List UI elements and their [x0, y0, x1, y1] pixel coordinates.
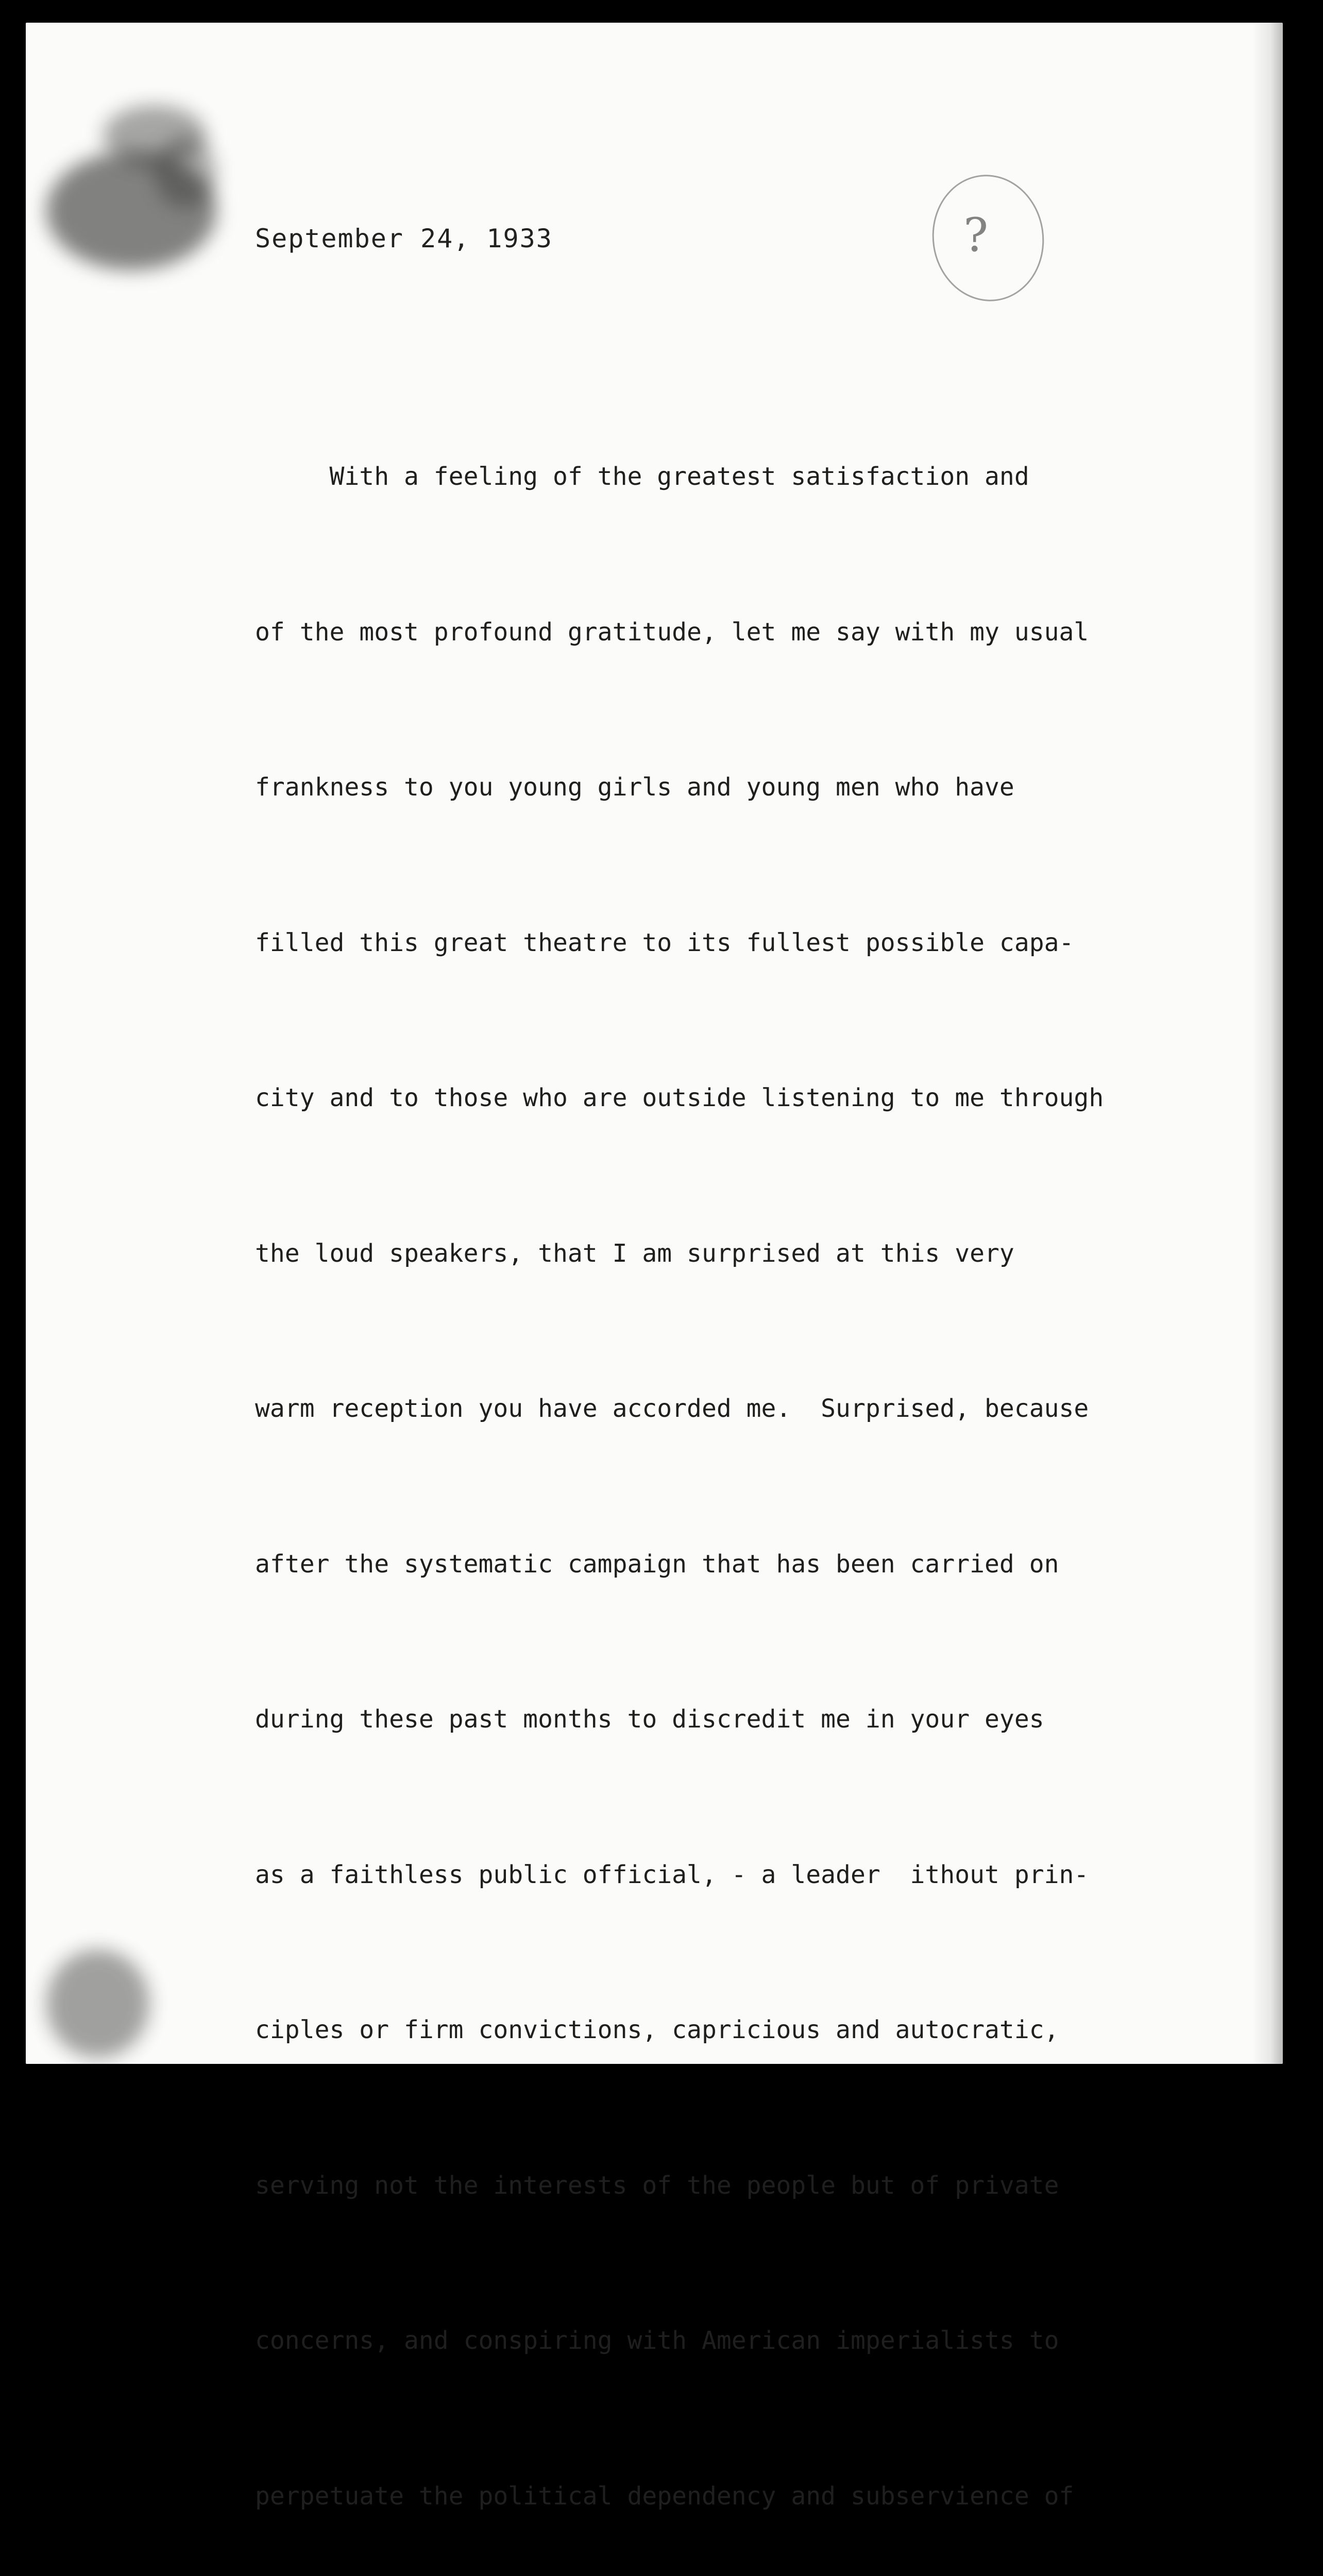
paragraph-line: With a feeling of the greatest satisfaction and: [255, 462, 1029, 491]
paragraph-line: after the systematic campaign that has been carried on: [255, 1549, 1059, 1579]
paragraph-line: of the most profound gratitude, let me say with my usual: [255, 617, 1089, 647]
handwritten-mark: ?: [963, 208, 989, 262]
paragraph-line: perpetuate the political dependency and subservience of: [255, 2481, 1074, 2511]
paragraph-line: city and to those who are outside listening to me through: [255, 1083, 1104, 1112]
ink-smudge: [46, 1950, 149, 2058]
ink-smudge: [155, 136, 216, 208]
paragraph-line: during these past months to discredit me in your eyes: [255, 1705, 1044, 1734]
paragraph-line: serving not the interests of the people but of private: [255, 2171, 1059, 2200]
document-page: [26, 23, 1283, 2511]
speech-paragraph: [255, 347, 1234, 2576]
paragraph-line: warm reception you have accorded me. Surprised, because: [255, 1394, 1089, 1423]
paragraph-line: ciples or firm convictions, capricious and autocratic,: [255, 2015, 1059, 2044]
paragraph-line: concerns, and conspiring with American imperialists to: [255, 2326, 1059, 2355]
paragraph-line: frankness to you young girls and young men who have: [255, 773, 1014, 802]
paragraph-line: the loud speakers, that I am surprised at this very: [255, 1239, 1014, 1268]
paragraph-line: as a faithless public official, - a leader ithout prin-: [255, 1860, 1089, 1889]
page-edge-shadow: [1252, 23, 1283, 2064]
letter-date: September 24, 1933: [255, 224, 553, 253]
paragraph-line: filled this great theatre to its fullest possible capa-: [255, 928, 1074, 957]
